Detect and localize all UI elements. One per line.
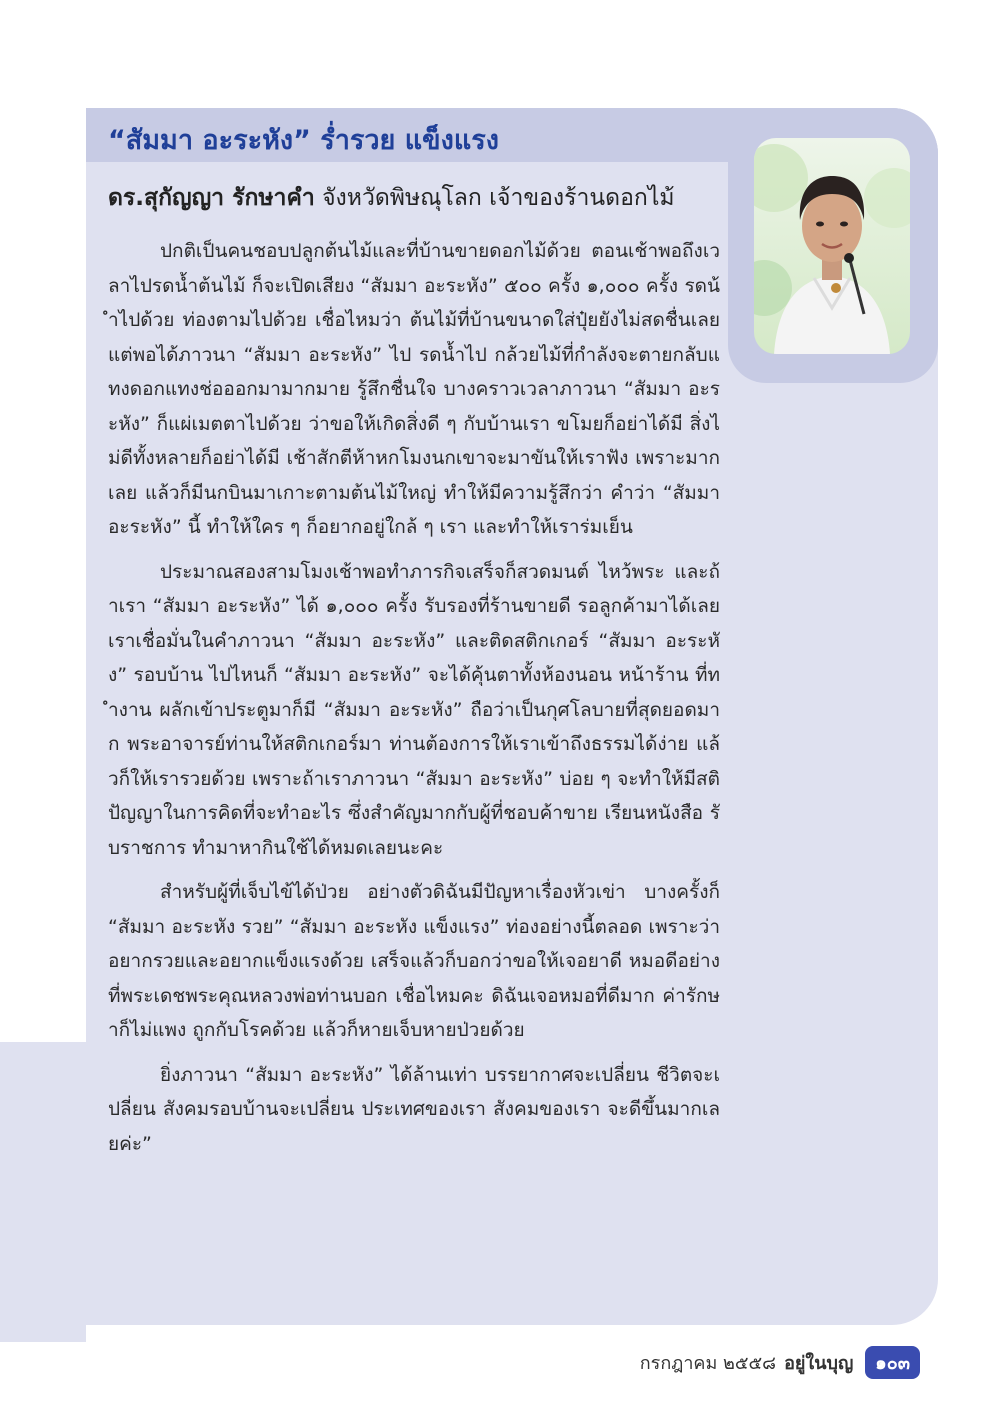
paragraph-3: สำหรับผู้ที่เจ็บไข้ได้ป่วย อย่างตัวดิฉันมีปัญหาเรื่องหัวเข่า บางครั้งก็ “สัมมา อะระหัง รวย” “สัมมา อะระหัง แข็งแรง” ท่องอย่างนี้ตลอด เพราะว่าอยากรวยและอยากแข็งแรงด้วย เสร็จแล้วก็บอกว่าขอให้เจอยาดี หมอดีอย่างที่พระเดชพระคุณหลวงพ่อท่านบอก เชื่อไหมคะ ดิฉันเจอหมอที่ดีมาก ค่ารักษาก็ไม่แพง ถูกกับโรคด้วย แล้วก็หายเจ็บหายป่วยด้วย <box>108 881 720 1041</box>
panel-left-margin <box>0 108 86 1042</box>
paragraph-2: ประมาณสองสามโมงเช้าพอทำภารกิจเสร็จก็สวดมนต์ ไหว้พระ และถ้าเรา “สัมมา อะระหัง” ได้ ๑,๐๐๐ ครั้ง รับรองที่ร้านขายดี รอลูกค้ามาได้เลย เราเชื่อมั่นในคำภาวนา “สัมมา อะระหัง” และติดสติกเกอร์ “สัมมา อะระหัง” รอบบ้าน ไปไหนก็ “สัมมา อะระหัง” จะได้คุ้นตาทั้งห้องนอน หน้าร้าน ที่ทำงาน ผลักเข้าประตูมาก็มี “สัมมา อะระหัง” ถือว่าเป็นกุศโลบายที่สุดยอดมาก พระอาจารย์ท่านให้สติกเกอร์มา ท่านต้องการให้เราเข้าถึงธรรมได้ง่าย แล้วก็ให้เรารวยด้วย เพราะถ้าเราภาวนา “สัมมา อะระหัง” บ่อย ๆ จะทำให้มีสติปัญญาในการคิดที่จะทำอะไร ซึ่งสำคัญมากกับผู้ที่ชอบค้าขาย เรียนหนังสือ รับราชการ ทำมาหากินใช้ได้หมดเลยนะคะ <box>108 560 720 859</box>
author-name: ดร.สุกัญญา รักษาคำ <box>108 185 315 211</box>
author-info: จังหวัดพิษณุโลก เจ้าของร้านดอกไม้ <box>314 185 675 211</box>
paragraph-4: ยิ่งภาวนา “สัมมา อะระหัง” ได้ล้านเท่า บรรยากาศจะเปลี่ยน ชีวิตจะเปลี่ยน สังคมรอบบ้านจะเปลี่ยน ประเทศของเรา สังคมของเรา จะดีขึ้นมากเลยค่ะ” <box>108 1063 720 1155</box>
article-body <box>108 234 720 1171</box>
footer-publication: อยู่ในบุญ <box>784 1352 854 1374</box>
author-line <box>108 180 728 216</box>
author-photo <box>754 138 910 354</box>
panel-left-tab <box>0 1042 86 1342</box>
footer-date: กรกฎาคม ๒๕๕๘ <box>639 1352 777 1374</box>
page-footer <box>640 1347 920 1377</box>
page-number-badge: ๑๐๓ <box>865 1346 920 1379</box>
paragraph-1: ปกติเป็นคนชอบปลูกต้นไม้และที่บ้านขายดอกไม้ด้วย ตอนเช้าพอถึงเวลาไปรดน้ำต้นไม้ ก็จะเปิดเสียง “สัมมา อะระหัง” ๕๐๐ ครั้ง ๑,๐๐๐ ครั้ง รดน้ำไปด้วย ท่องตามไปด้วย เชื่อไหมว่า ต้นไม้ที่บ้านขนาดใส่ปุ๋ยยังไม่สดชื่นเลย แต่พอได้ภาวนา “สัมมา อะระหัง” ไป รดน้ำไป กล้วยไม้ที่กำลังจะตายกลับแทงดอกแทงช่อออกมามากมาย รู้สึกชื่นใจ บางคราวเวลาภาวนา “สัมมา อะระหัง” ก็แผ่เมตตาไปด้วย ว่าขอให้เกิดสิ่งดี ๆ กับบ้านเรา ขโมยก็อย่าได้มี สิ่งไม่ดีทั้งหลายก็อย่าได้มี เช้าสักตีห้าหกโมงนกเขาจะมาขันให้เราฟัง เพราะมากเลย แล้วก็มีนกบินมาเกาะตามต้นไม้ใหญ่ ทำให้มีความรู้สึกว่า คำว่า “สัมมา อะระหัง” นี้ ทำให้ใคร ๆ ก็อยากอยู่ใกล้ ๆ เรา และทำให้เราร่มเย็น <box>108 240 720 538</box>
article-title: “สัมมา อะระหัง” ร่ำรวย แข็งแรง <box>108 125 499 156</box>
